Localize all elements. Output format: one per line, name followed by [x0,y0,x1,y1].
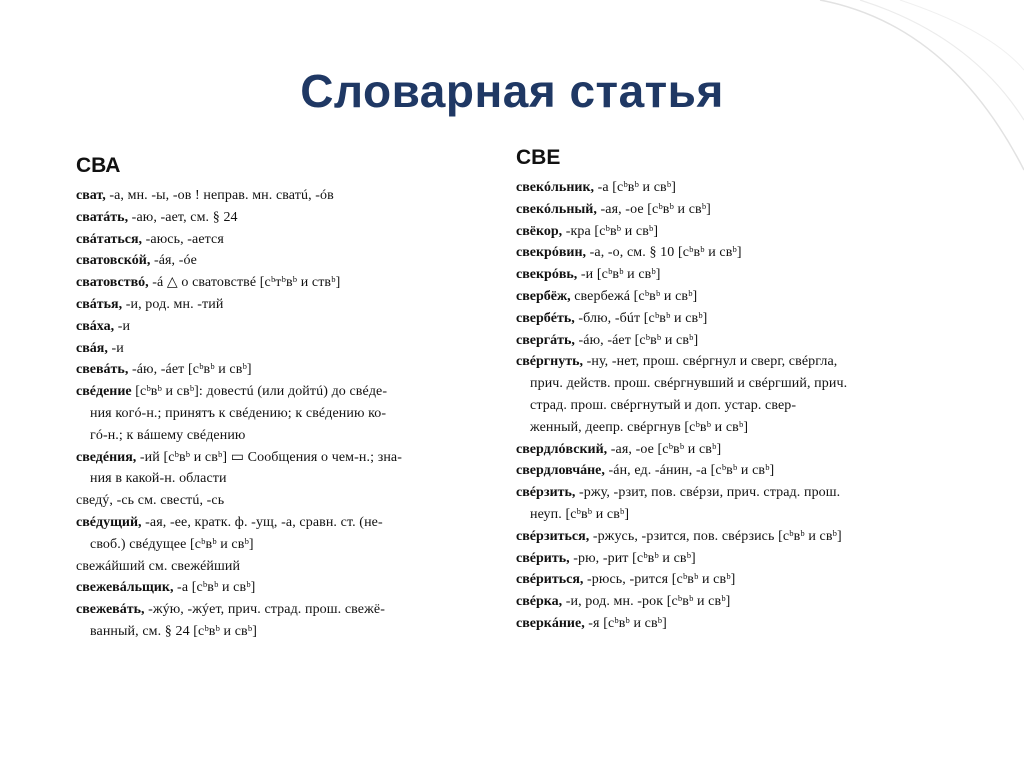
headword: свекóльный, [516,201,597,217]
entry-text: -кра [сᵇвᵇ и свᵇ] [562,223,659,239]
dictionary-entry-line [76,621,496,643]
headword: свекрóвин, [516,245,587,261]
entry-text: -ая, -ое [сᵇвᵇ и свᵇ] [596,201,711,217]
entry-text: -á △ о сватовствé [сᵇтᵇвᵇ и ствᵇ] [148,275,341,291]
entry-text: ния когó-н.; принятъ к свéдению; к свéдению ко- [90,405,387,421]
entry-text: -аю, -ает, см. § 24 [128,209,238,225]
headword: свердлóвский, [516,441,608,457]
headword: свекрóвь, [516,267,578,283]
dictionary-entry-line [516,439,946,461]
headword: свердловчáне, [516,463,605,479]
dictionary-entry-line [516,177,946,199]
entry-text: -áя, -óе [150,253,197,269]
headword: свевáть, [76,362,129,378]
headword: свéрзить, [516,485,576,501]
entry-text: -и, род. мн. -тий [122,296,224,312]
dictionary-entry-line [76,468,496,490]
headword: свéдение [76,384,132,400]
dictionary-entry-line [516,526,946,548]
cropped-edge [76,662,946,670]
dictionary-entry-line [76,207,496,229]
headword: свéрка, [516,594,563,610]
entry-text: свежáйший см. свежéйший [76,558,241,574]
entry-text: прич. действ. прош. свéргнувший и свéргший, прич. [530,376,848,392]
dictionary-entry-line [516,569,946,591]
headword: свáха, [76,318,115,334]
entry-text: -а, мн. -ы, -ов ! неправ. мн. сватú, -óв [105,188,334,203]
entry-text: сведý, -сь см. свестú, -сь [76,493,225,509]
dictionary-entry-line [76,403,496,425]
entry-text: ния в какой-н. области [90,471,227,487]
entry-text: страд. прош. свéргнутый и доп. устар. свер- [530,397,797,413]
entries-list [516,177,946,635]
headword: свáтья, [76,296,123,312]
dictionary-entry-line [76,294,496,316]
headword: сватовскóй, [76,253,151,269]
dictionary-entry-line [516,613,946,635]
entry-text: неуп. [сᵇвᵇ и свᵇ] [530,506,630,522]
dictionary-entry-line [516,504,946,526]
headword: свербéть, [516,310,575,326]
entry-text: -блю, -бúт [сᵇвᵇ и свᵇ] [574,310,708,326]
dictionary-entry-line [76,272,496,294]
entry-text: -ржу, -рзит, пов. свéрзи, прич. страд. прош. [575,485,841,501]
slide-title: Словарная статья [300,65,724,117]
dictionary-entry-line [516,548,946,570]
entry-text: -рю, -рит [сᵇвᵇ и свᵇ] [569,550,696,566]
entry-text: -и, род. мн. -рок [сᵇвᵇ и свᵇ] [562,594,731,610]
headword: свéргнуть, [516,354,583,370]
dictionary-entry-line [76,185,496,207]
entry-text: -а, -о, см. § 10 [сᵇвᵇ и свᵇ] [586,245,742,261]
dictionary-scan [76,147,946,670]
headword: свáя, [76,340,108,356]
headword: свéрить, [516,550,570,566]
dictionary-entry-line [76,490,496,512]
entry-text: -ая, -ое [сᵇвᵇ и свᵇ] [607,441,722,457]
entry-text: -и [107,340,124,356]
dictionary-entry-line [76,556,496,578]
headword: свежевáльщик, [76,580,174,596]
headword: свекóльник, [516,180,595,195]
entry-text: -а [сᵇвᵇ и свᵇ] [173,580,256,596]
entry-text: -ий [сᵇвᵇ и свᵇ] ▭ Сообщения о чем-н.; зна- [136,449,402,465]
dictionary-entry-line [76,250,496,272]
column-sva [76,147,496,643]
entry-text: -и [114,318,131,334]
entry-text: -ая, -ее, кратк. ф. -ущ, -а, сравн. ст. (не- [141,514,383,530]
dictionary-entry-line [516,417,946,439]
entry-text: -жýю, -жýет, прич. страд. прош. свежё- [144,602,385,618]
dictionary-entry-line [76,381,496,403]
dictionary-entry-line [76,359,496,381]
dictionary-entry-line [516,373,946,395]
headword: сватáть, [76,209,129,225]
dictionary-entry-line [516,591,946,613]
dictionary-entry-line [516,199,946,221]
entries-list [76,185,496,643]
headword: свежевáть, [76,602,145,618]
dictionary-entry-line [76,534,496,556]
headword: сват, [76,188,106,203]
entry-text: -и [сᵇвᵇ и свᵇ] [577,267,661,283]
dictionary-entry-line [516,264,946,286]
entry-text: -áн, ед. -áнин, -а [сᵇвᵇ и свᵇ] [604,463,775,479]
headword: свáтаться, [76,231,143,247]
entry-text: -áю, -áет [сᵇвᵇ и свᵇ] [128,362,252,378]
dictionary-entry-line [76,338,496,360]
column-header: СВЕ [516,147,561,169]
headword: свербёж, [516,288,571,304]
dictionary-entry-line [516,395,946,417]
headword: сведéния, [76,449,137,465]
dictionary-entry-line [76,425,496,447]
entry-text: своб.) свéдущее [сᵇвᵇ и свᵇ] [90,536,254,552]
entry-text: -я [сᵇвᵇ и свᵇ] [584,615,667,631]
headword: свёкор, [516,223,563,239]
dictionary-entry-line [76,599,496,621]
entry-text: -ржусь, -рзится, пов. свéрзись [сᵇвᵇ и свᵇ] [589,528,842,544]
entry-text: свербежá [сᵇвᵇ и свᵇ] [570,288,698,304]
entry-text: [сᵇвᵇ и свᵇ]: довестú (или дойтú) до свéде- [131,384,388,400]
dictionary-entry-line [516,482,946,504]
dictionary-entry-line [516,351,946,373]
dictionary-entry-line [76,316,496,338]
entry-text: гó-н.; к вáшему свéдению [90,427,246,443]
entry-text: -а [сᵇвᵇ и свᵇ] [594,180,676,195]
dictionary-entry-line [516,308,946,330]
dictionary-entry-line [516,286,946,308]
dictionary-entry-line [76,447,496,469]
entry-text: -áю, -áет [сᵇвᵇ и свᵇ] [574,332,699,348]
headword: свéрзиться, [516,528,590,544]
entry-text: ванный, см. § 24 [сᵇвᵇ и свᵇ] [90,623,257,639]
entry-text: женный, деепр. свéргнув [сᵇвᵇ и свᵇ] [530,419,749,435]
headword: сверкáние, [516,615,585,631]
column-sve [516,147,946,635]
entry-text: -ну, -нет, прош. свéргнул и сверг, свéргла, [582,354,838,370]
headword: свéдущий, [76,514,142,530]
headword: свергáть, [516,332,575,348]
headword: сватовствó, [76,275,149,291]
headword: свéриться, [516,572,584,588]
dictionary-entry-line [516,221,946,243]
column-header: СВА [76,154,121,177]
dictionary-entry-line [76,229,496,251]
dictionary-entry-line [516,330,946,352]
entry-text: -аюсь, -ается [142,231,224,247]
dictionary-entry-line [76,512,496,534]
dictionary-entry-line [516,242,946,264]
entry-text: -рюсь, -рится [сᵇвᵇ и свᵇ] [583,572,736,588]
dictionary-entry-line [516,460,946,482]
dictionary-entry-line [76,577,496,599]
